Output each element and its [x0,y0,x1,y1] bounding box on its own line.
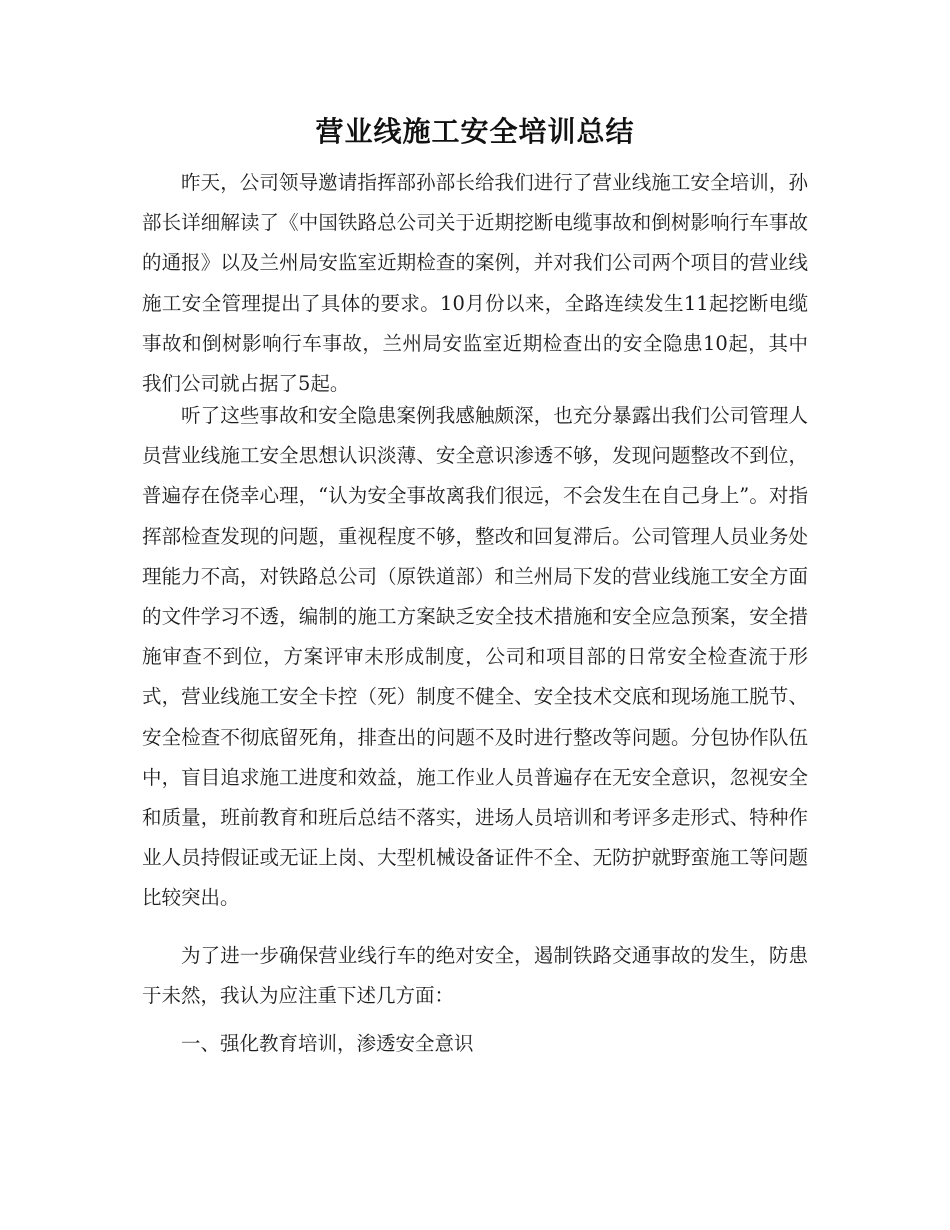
paragraph-measures-intro: 为了进一步确保营业线行车的绝对安全，遏制铁路交通事故的发生，防患于未然，我认为应注重下述几方面： [142,944,808,1008]
document-title: 营业线施工安全培训总结 [315,115,635,148]
section-heading-1: 一、强化教育培训，渗透安全意识 [181,1032,474,1055]
paragraph-intro: 昨天，公司领导邀请指挥部孙部长给我们进行了营业线施工安全培训，孙部长详细解读了《中国铁路总公司关于近期挖断电缆事故和倒树影响行车事故的通报》以及兰州局安监室近期检查的案例，并对我们公司两个项目的营业线施工安全管理提出了具体的要求。10月份以来，全路连续发生11起挖断电缆事故和倒树影响行车事故，兰州局安监室近期检查出的安全隐患10起，其中我们公司就占据了5起。 [142,171,808,396]
paragraph-problems: 听了这些事故和安全隐患案例我感触颇深，也充分暴露出我们公司管理人员营业线施工安全思想认识淡薄、安全意识渗透不够，发现问题整改不到位，普遍存在侥幸心理，“认为安全事故离我们很远，不会发生在自己身上”。对指挥部检查发现的问题，重视程度不够，整改和回复滞后。公司管理人员业务处理能力不高，对铁路总公司（原铁道部）和兰州局下发的营业线施工安全方面的文件学习不透，编制的施工方案缺乏安全技术措施和安全应急预案，安全措施审查不到位，方案评审未形成制度，公司和项目部的日常安全检查流于形式，营业线施工安全卡控（死）制度不健全、安全技术交底和现场施工脱节、安全检查不彻底留死角，排查出的问题不及时进行整改等问题。分包协作队伍中，盲目追求施工进度和效益，施工作业人员普遍存在无安全意识，忽视安全和质量，班前教育和班后总结不落实，进场人员培训和考评多走形式、特种作业人员持假证或无证上岗、大型机械设备证件不全、无防护就野蛮施工等问题比较突出。 [142,404,808,910]
